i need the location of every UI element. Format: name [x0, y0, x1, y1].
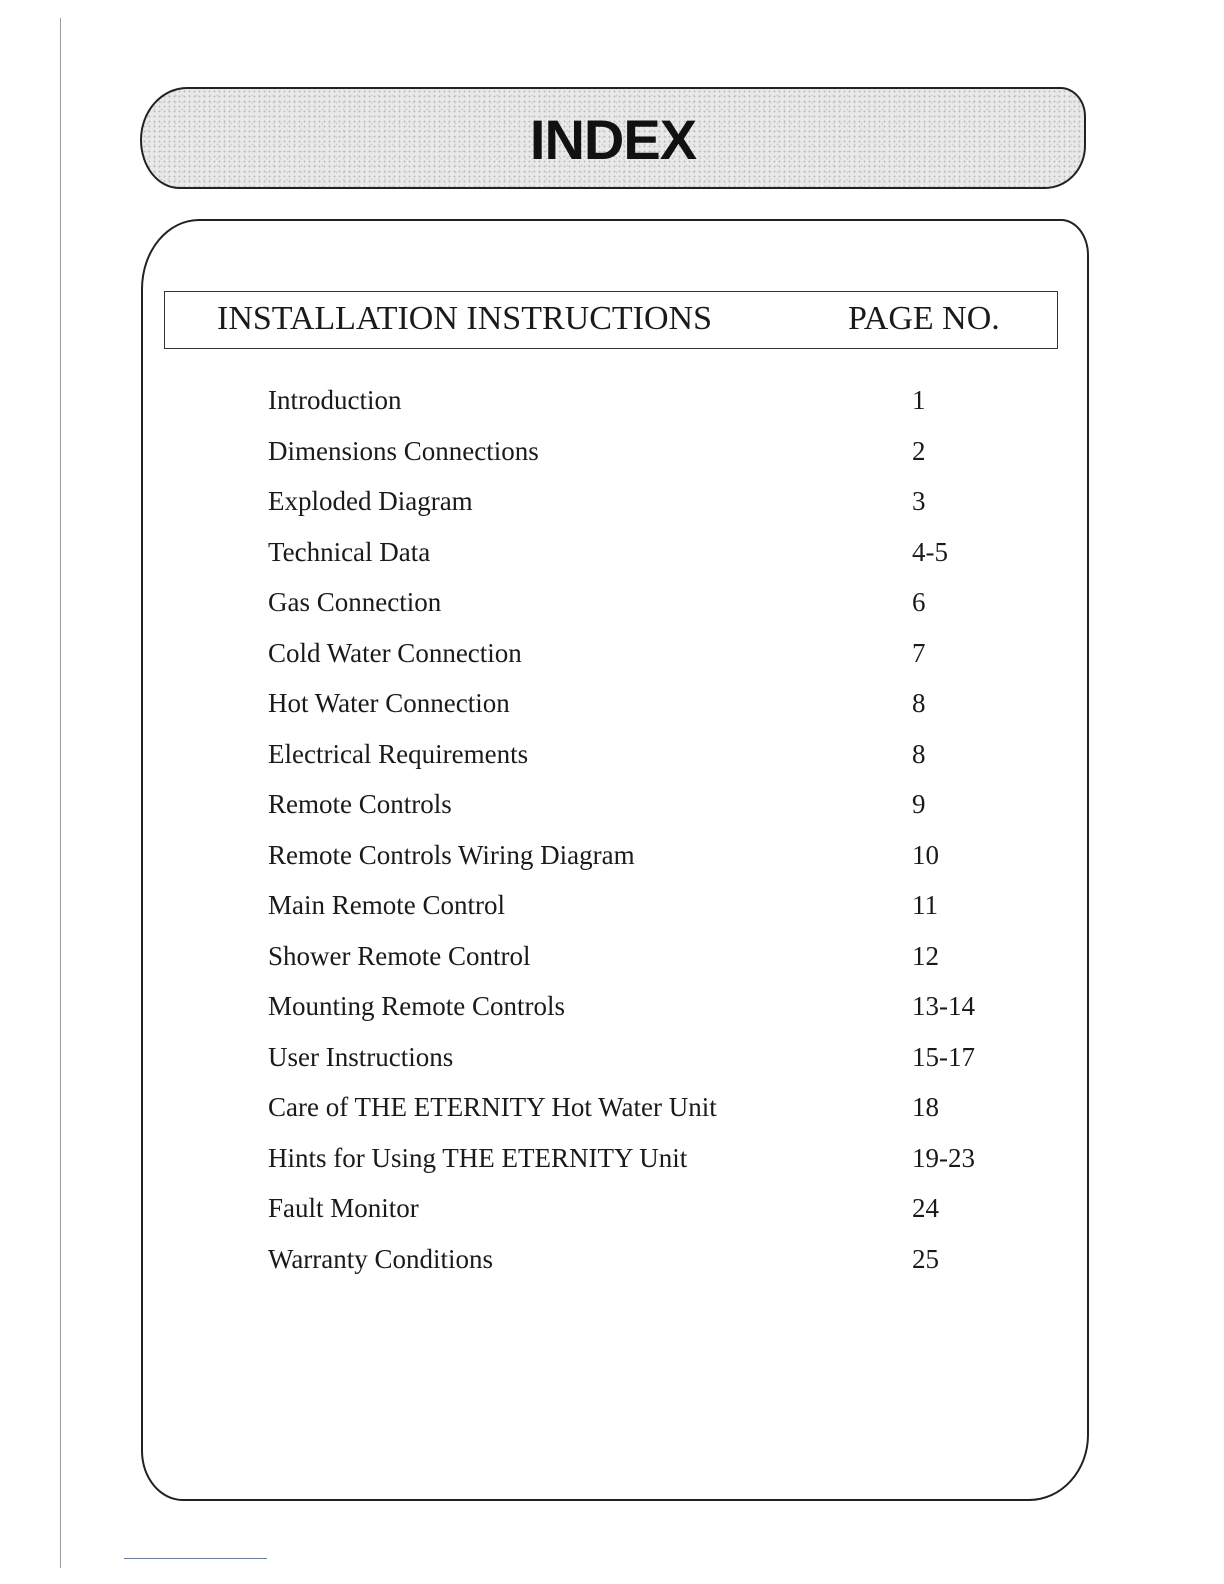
- entry-page: 8: [912, 688, 926, 718]
- scan-edge-line: [60, 18, 61, 1568]
- index-row: [268, 1188, 1028, 1239]
- entry-label: Main Remote Control: [268, 890, 505, 920]
- entry-page: 7: [912, 637, 926, 668]
- page-title: INDEX: [529, 108, 697, 171]
- entry-page: 8: [912, 738, 926, 769]
- entry-label: Mounting Remote Controls: [268, 991, 565, 1021]
- entry-page: 4-5: [912, 536, 948, 567]
- title-banner: [140, 87, 1086, 189]
- entry-label: Fault Monitor: [268, 1193, 419, 1223]
- entry-page: 15-17: [912, 1041, 975, 1072]
- index-row: [268, 683, 1028, 734]
- index-row: [268, 835, 1028, 886]
- entry-page: 19-23: [912, 1142, 975, 1173]
- index-row: [268, 986, 1028, 1037]
- entry-label: Gas Connection: [268, 587, 442, 617]
- index-row: [268, 431, 1028, 482]
- entry-label: Technical Data: [268, 536, 431, 567]
- entry-page: 13-14: [912, 991, 975, 1021]
- entry-label: Hints for Using THE ETERNITY Unit: [268, 1142, 688, 1173]
- entry-label: Care of THE ETERNITY Hot Water Unit: [268, 1092, 717, 1122]
- entry-label: Electrical Requirements: [268, 738, 529, 769]
- index-row: [268, 885, 1028, 936]
- header-section-title: INSTALLATION INSTRUCTIONS: [217, 300, 712, 337]
- entry-page: 10: [912, 839, 939, 870]
- entry-page: 1: [912, 385, 926, 415]
- entry-label: Shower Remote Control: [268, 940, 531, 971]
- entry-label: User Instructions: [268, 1041, 454, 1072]
- entry-page: 12: [912, 940, 939, 971]
- entry-label: Dimensions Connections: [268, 435, 539, 466]
- index-row: [268, 1239, 1028, 1290]
- entry-label: Cold Water Connection: [268, 637, 522, 668]
- index-row: [268, 582, 1028, 633]
- entry-page: 25: [912, 1243, 939, 1274]
- index-row: [268, 784, 1028, 835]
- index-row: [268, 1138, 1028, 1189]
- entry-label: Warranty Conditions: [268, 1243, 494, 1274]
- header-page-no: PAGE NO.: [848, 300, 1000, 337]
- entry-page: 11: [912, 890, 938, 920]
- index-row: [268, 633, 1028, 684]
- entry-page: 9: [912, 789, 926, 819]
- table-header: [164, 291, 1058, 349]
- entry-label: Hot Water Connection: [268, 688, 510, 718]
- footer-rule: [124, 1558, 267, 1559]
- entry-page: 24: [912, 1193, 939, 1223]
- entry-page: 3: [912, 486, 926, 516]
- index-row: [268, 1037, 1028, 1088]
- entry-label: Remote Controls: [268, 789, 452, 819]
- index-row: [268, 734, 1028, 785]
- entry-label: Introduction: [268, 385, 402, 415]
- index-row: [268, 936, 1028, 987]
- entry-label: Exploded Diagram: [268, 486, 473, 516]
- entry-label: Remote Controls Wiring Diagram: [268, 839, 635, 870]
- entry-page: 6: [912, 587, 926, 617]
- index-row: [268, 481, 1028, 532]
- index-row: [268, 380, 1028, 431]
- index-list: [268, 380, 1028, 1289]
- entry-page: 2: [912, 435, 926, 466]
- index-row: [268, 532, 1028, 583]
- index-row: [268, 1087, 1028, 1138]
- entry-page: 18: [912, 1092, 939, 1122]
